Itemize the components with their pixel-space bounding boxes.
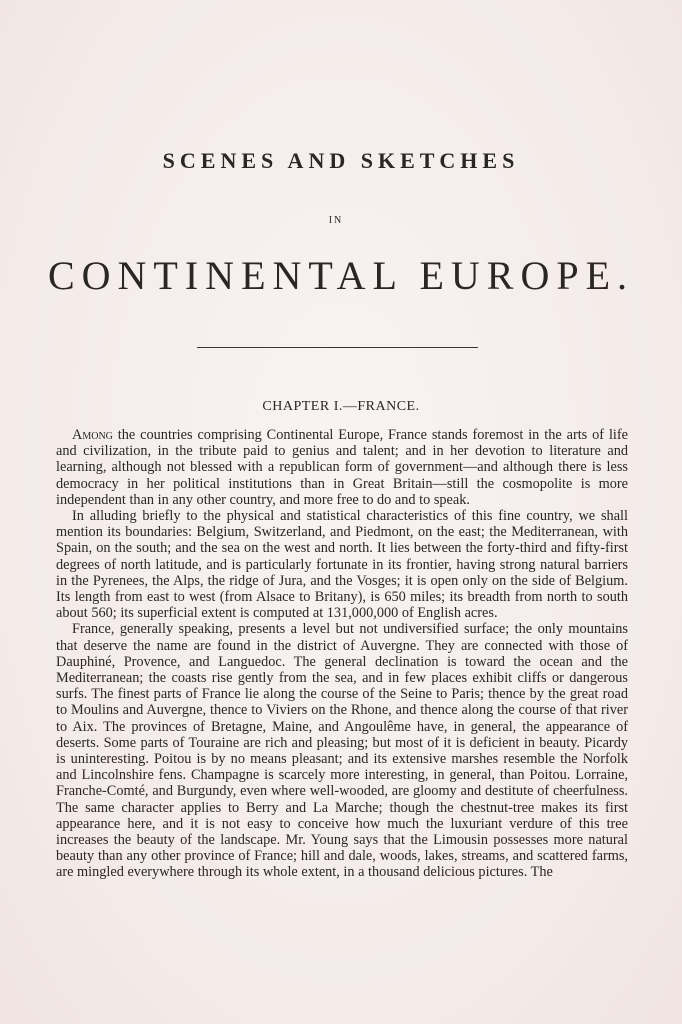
chapter-heading: CHAPTER I.—FRANCE. bbox=[262, 399, 420, 414]
paragraph-text: France, generally speaking, presents a level but not undiversified surface; the only mountains that deserve the name are found in the district of Auvergne. They are connected with those of Dauphiné, Provence, and Languedoc. The general declination is toward the ocean and the Mediterranean; the coasts rise gently from the sea, and in few places exhibit cliffs or dangerous surfs. The finest parts of France lie along the course of the Seine to Paris; thence by the great road to Moulins and Auvergne, thence to Viviers on the Rhone, and thence along the course of that river to Aix. The provinces of Bretagne, Maine, and Angoulême have, in general, the appearance of deserts. Some parts of Touraine are rich and pleasing; but most of it is deficient in beauty. Picardy is uninteresting. Poitou is by no means pleasant; and its extensive marshes resemble the Norfolk and Lincolnshire fens. Champagne is scarcely more interesting, in general, than Poitou. Lorraine, Franche-Comté, and Burgundy, even where well-wooded, are gloomy and destitute of cheerfulness. The same character applies to Berry and La Marche; though the chestnut-tree makes its first appearance here, and it is not easy to conceive how much the luxuriant verdure of this tree increases the beauty of the landscape. Mr. Young says that the Limousin possesses more natural beauty than any other province of France; hill and dale, woods, lakes, streams, and scattered farms, are mingled everywhere through its whole extent, in a thousand delicious pictures. The bbox=[56, 621, 628, 881]
main-title: CONTINENTAL EUROPE. bbox=[47, 253, 635, 298]
paragraph-2 bbox=[56, 508, 628, 621]
paragraph-1 bbox=[56, 427, 628, 508]
paragraph-text: In alluding briefly to the physical and statistical characteristics of this fine country, we shall mention its boundaries: Belgium, Switzerland, and Piedmont, on the east; the Mediterranean, with Spain, on the south; and the sea on the west and north. It lies between the forty-third and fifty-first degrees of north latitude, and is particularly fortunate in its frontier, having strong natural barriers in the Pyrenees, the Alps, the ridge of Jura, and the Vosges; it is open only on the side of Belgium. Its length from east to west (from Alsace to Britany), is 650 miles; its breadth from north to south about 560; its superficial extent is computed at 131,000,000 of English acres. bbox=[56, 508, 628, 622]
title-connector: IN bbox=[328, 215, 344, 226]
title-divider bbox=[197, 347, 478, 348]
title-top-line: SCENES AND SKETCHES bbox=[162, 148, 520, 173]
paragraph-lead-word: Among bbox=[72, 427, 113, 443]
paragraph-text: the countries comprising Continental Europe, France stands foremost in the arts of life and civilization, in the tribute paid to genius and talent; and in her devotion to literature and learning, although not blessed with a republican form of government—and although there is less democracy in her political institutions than in Great Britain—still the cosmopolite is more independent than in any other country, and more free to do and to speak. bbox=[56, 427, 628, 508]
body-text bbox=[56, 427, 628, 881]
paragraph-3 bbox=[56, 621, 628, 880]
